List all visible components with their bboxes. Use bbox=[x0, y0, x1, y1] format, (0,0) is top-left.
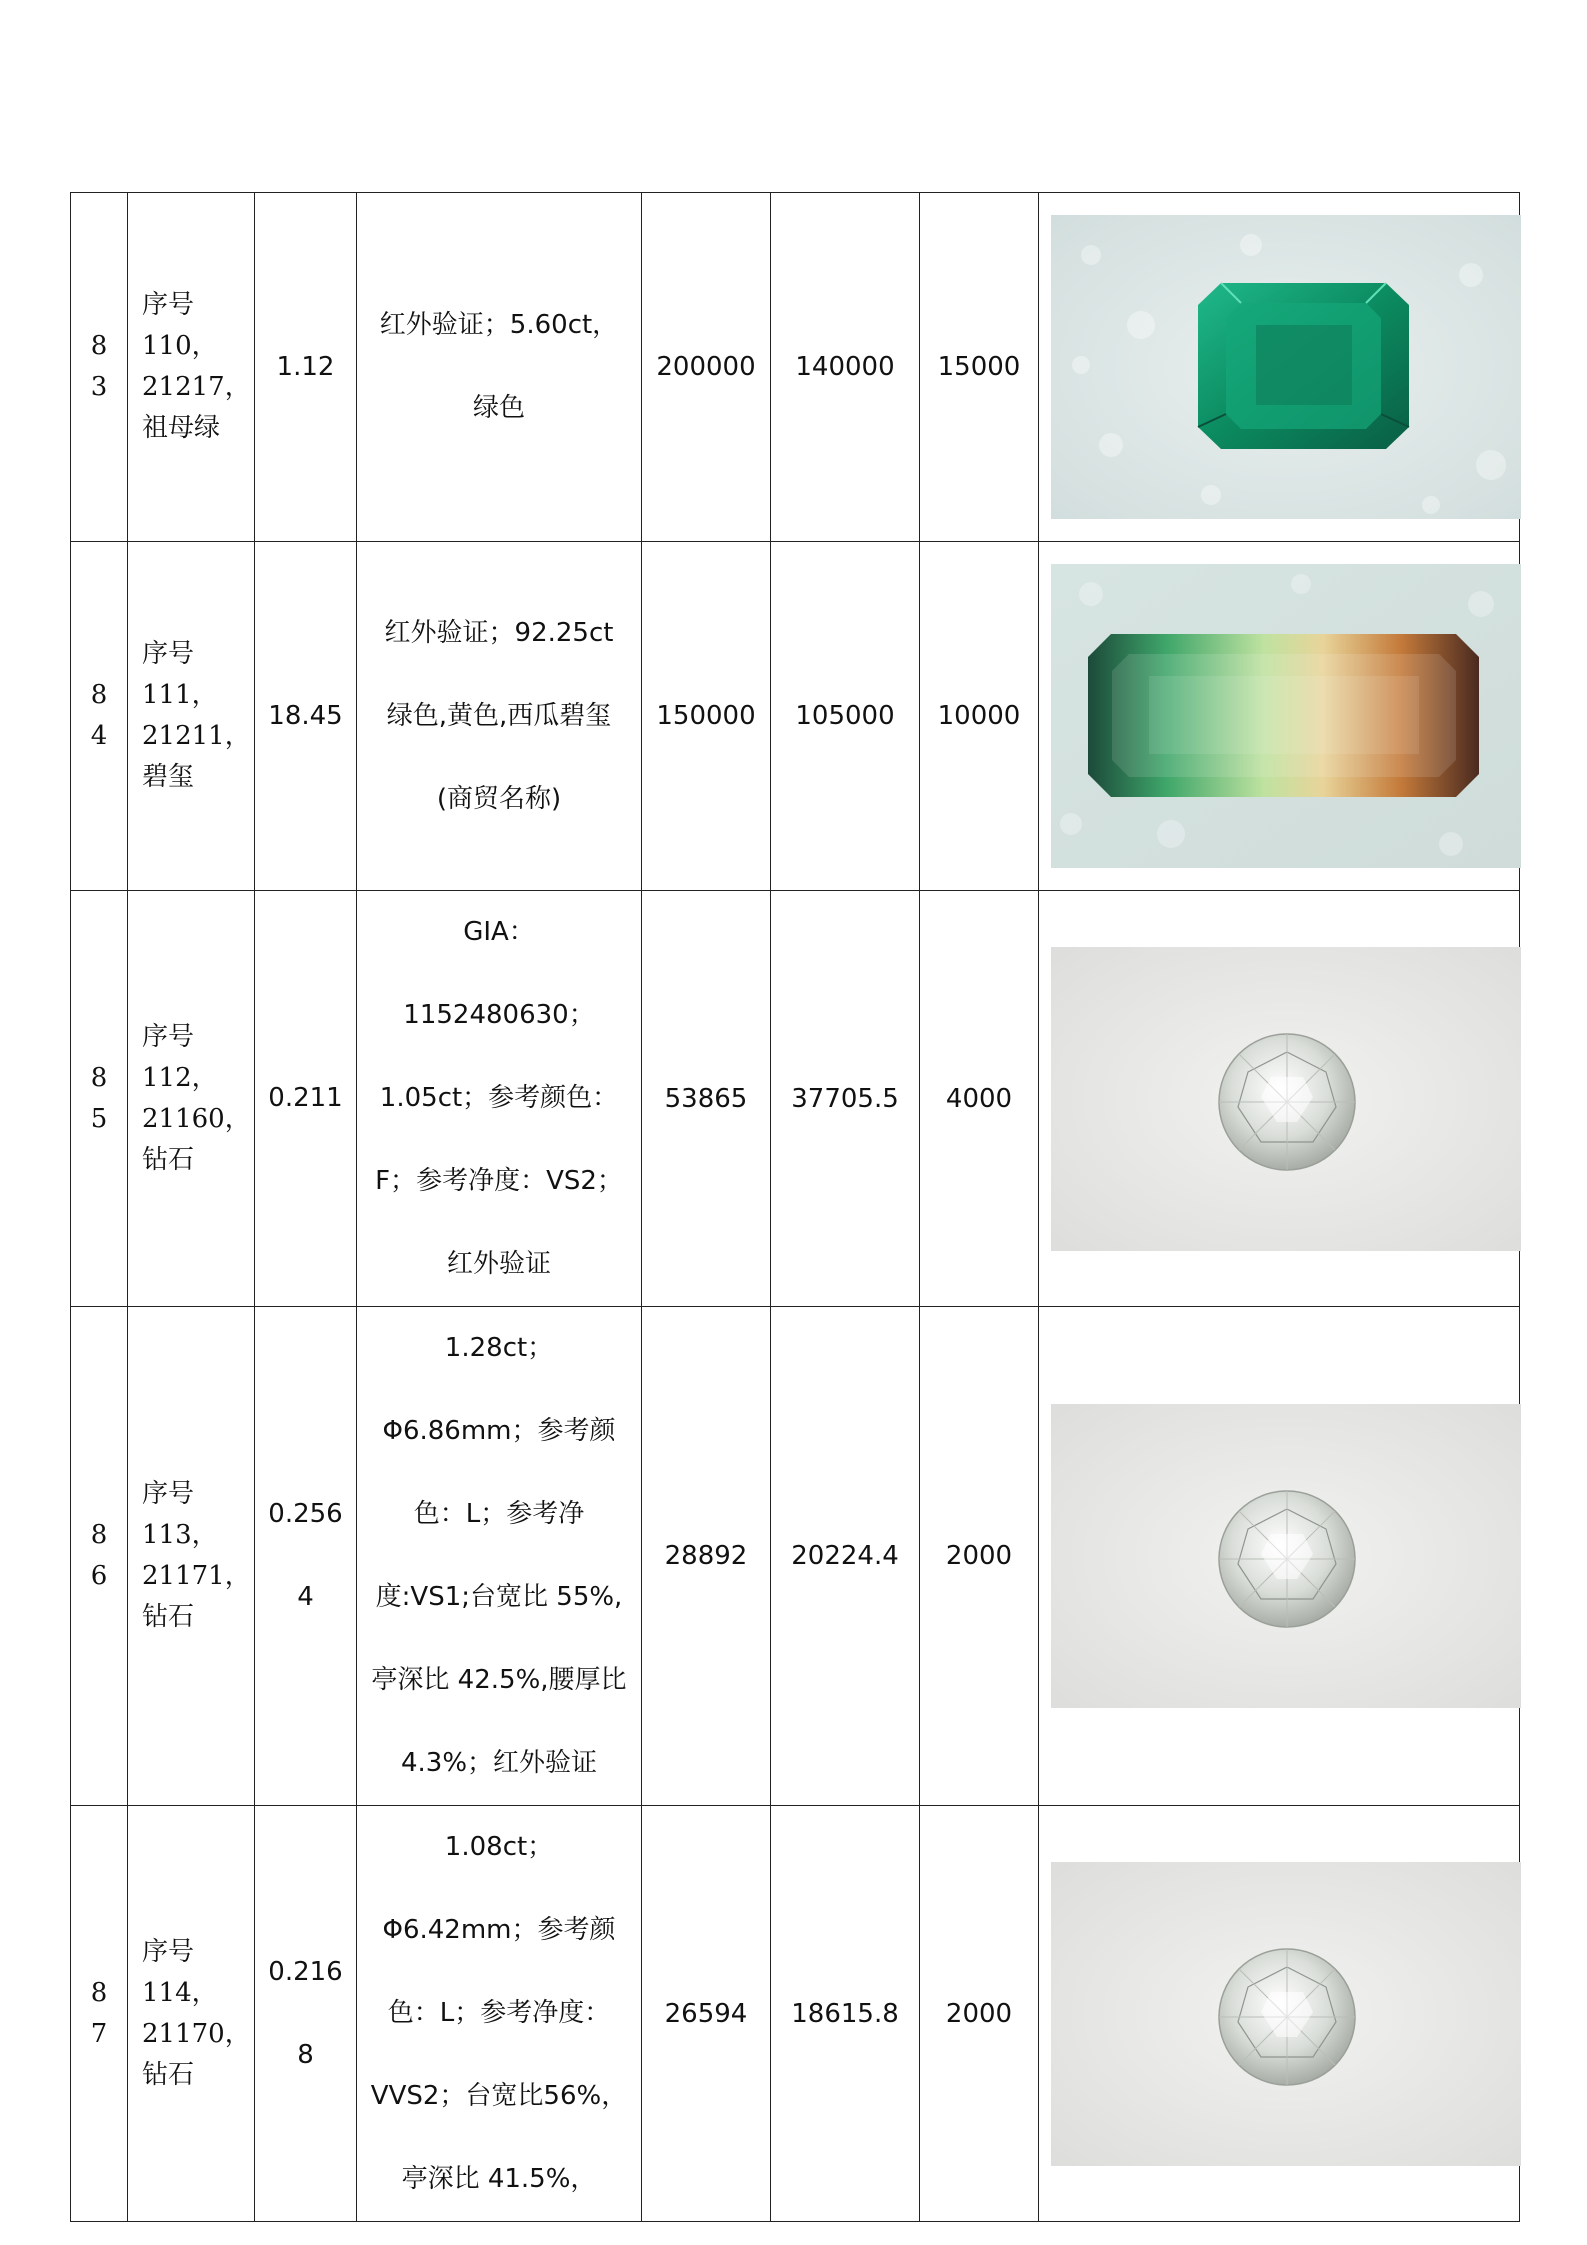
description-line: GIA：1152480630； bbox=[403, 917, 595, 1030]
description-line: 度:VS1;台宽比 55%, bbox=[375, 1582, 623, 1612]
description-line: 参考颜色：L；参考净 bbox=[387, 1915, 616, 2028]
price-c-value: 4000 bbox=[945, 1083, 1013, 1114]
price-b-cell bbox=[771, 542, 920, 891]
lot-name-cell bbox=[128, 542, 255, 891]
description-cell bbox=[357, 193, 642, 542]
table-row bbox=[71, 1307, 1520, 1806]
row-index-cell bbox=[71, 1307, 128, 1806]
weight-line: 8 bbox=[297, 2039, 314, 2070]
price-c-cell bbox=[920, 1806, 1039, 2222]
weight-line: 1.12 bbox=[276, 351, 335, 382]
photo-cell bbox=[1039, 542, 1520, 891]
lot-name-line: 钻石 bbox=[142, 1144, 195, 1175]
weight-cell bbox=[255, 1806, 357, 2222]
price-a-value: 53865 bbox=[664, 1083, 748, 1114]
row-index-cell bbox=[71, 891, 128, 1307]
weight-line: 4 bbox=[297, 1582, 314, 1612]
row-index-cell bbox=[71, 542, 128, 891]
row-index-cell bbox=[71, 193, 128, 542]
description-line: 红外验证；5.60ct，绿 bbox=[379, 310, 619, 423]
price-a-cell bbox=[642, 891, 771, 1307]
weight-cell bbox=[255, 542, 357, 891]
diamond-photo bbox=[1051, 1404, 1521, 1708]
row-index-line: 3 bbox=[90, 372, 108, 402]
lot-name-line: 21170， bbox=[142, 2018, 251, 2049]
price-b-cell bbox=[771, 891, 920, 1307]
diamond-photo bbox=[1051, 947, 1521, 1251]
price-b-value: 18615.8 bbox=[791, 1998, 899, 2029]
lot-name-cell bbox=[128, 891, 255, 1307]
lot-name-line: 114， bbox=[142, 1977, 218, 2008]
lot-name-line: 111， bbox=[142, 680, 218, 710]
lot-table bbox=[70, 192, 1520, 2222]
price-a-value: 26594 bbox=[664, 1998, 748, 2029]
lot-name-line: 112， bbox=[142, 1062, 218, 1093]
price-a-cell bbox=[642, 193, 771, 542]
emerald-photo bbox=[1051, 215, 1521, 519]
description-line: 1.08ct；Φ6.42mm； bbox=[382, 1832, 554, 1945]
weight-cell bbox=[255, 193, 357, 542]
description-line: 色,黄色,西瓜碧玺(商 bbox=[412, 700, 612, 814]
price-a-value: 150000 bbox=[656, 701, 756, 731]
lot-name-line: 113， bbox=[142, 1520, 218, 1550]
description-line: 56%，亭深比 41.5%， bbox=[401, 2081, 628, 2194]
row-index-line: 6 bbox=[90, 1561, 108, 1591]
lot-name-line: 序号 bbox=[142, 1936, 195, 1967]
row-index-line: 4 bbox=[90, 721, 108, 751]
price-b-cell bbox=[771, 1806, 920, 2222]
price-c-value: 2000 bbox=[945, 1541, 1013, 1571]
description-cell bbox=[357, 891, 642, 1307]
row-index-line: 8 bbox=[90, 1520, 108, 1550]
price-b-cell bbox=[771, 1307, 920, 1806]
table-row bbox=[71, 891, 1520, 1307]
price-c-cell bbox=[920, 1307, 1039, 1806]
price-a-cell bbox=[642, 1806, 771, 2222]
weight-line: 0.211 bbox=[268, 1083, 343, 1113]
photo-cell bbox=[1039, 1307, 1520, 1806]
description-line: 参考颜色：L；参考净 bbox=[413, 1416, 616, 1529]
lot-name-cell bbox=[128, 1307, 255, 1806]
weight-cell bbox=[255, 1307, 357, 1806]
row-index-line: 8 bbox=[90, 1062, 108, 1093]
price-a-value: 28892 bbox=[664, 1541, 748, 1571]
diamond-photo bbox=[1051, 1862, 1521, 2166]
row-index-line: 8 bbox=[90, 331, 108, 361]
price-c-value: 15000 bbox=[937, 352, 1021, 382]
price-b-value: 37705.5 bbox=[791, 1083, 899, 1114]
table-row bbox=[71, 193, 1520, 542]
price-a-cell bbox=[642, 542, 771, 891]
row-index-line: 5 bbox=[90, 1103, 108, 1134]
price-a-cell bbox=[642, 1307, 771, 1806]
lot-name-cell bbox=[128, 193, 255, 542]
price-b-value: 105000 bbox=[795, 701, 895, 731]
price-c-value: 10000 bbox=[937, 701, 1021, 731]
lot-name-line: 碧玺 bbox=[142, 762, 195, 792]
row-index-line: 8 bbox=[90, 1977, 108, 2008]
lot-name-line: 110， bbox=[142, 331, 218, 361]
description-cell bbox=[357, 1806, 642, 2222]
lot-name-line: 序号 bbox=[142, 1479, 195, 1509]
lot-name-line: 21217， bbox=[142, 372, 251, 402]
photo-cell bbox=[1039, 193, 1520, 542]
description-line: 4.3%；红外验证 bbox=[400, 1748, 598, 1778]
lot-name-line: 祖母绿 bbox=[142, 413, 221, 443]
tourmaline-photo bbox=[1051, 564, 1521, 868]
description-line: 红外验证；92.25ct 绿 bbox=[384, 617, 614, 731]
price-c-cell bbox=[920, 891, 1039, 1307]
lot-name-line: 21211， bbox=[142, 721, 251, 751]
lot-name-line: 钻石 bbox=[142, 2059, 195, 2090]
price-c-value: 2000 bbox=[945, 1998, 1013, 2029]
price-a-value: 200000 bbox=[656, 352, 756, 382]
price-c-cell bbox=[920, 542, 1039, 891]
lot-name-line: 21160， bbox=[142, 1103, 251, 1134]
description-line: 1.28ct；Φ6.86mm； bbox=[382, 1333, 554, 1446]
description-cell bbox=[357, 1307, 642, 1806]
row-index-line: 7 bbox=[90, 2018, 108, 2049]
description-line: 1.05ct；参考颜色：F； bbox=[375, 1083, 619, 1196]
weight-cell bbox=[255, 891, 357, 1307]
price-b-value: 20224.4 bbox=[791, 1541, 899, 1571]
lot-name-line: 序号 bbox=[142, 639, 195, 669]
price-c-cell bbox=[920, 193, 1039, 542]
lot-name-line: 序号 bbox=[142, 290, 195, 320]
lot-name-cell bbox=[128, 1806, 255, 2222]
lot-name-line: 21171， bbox=[142, 1561, 251, 1591]
description-line: 参考净度：VS2；红外 bbox=[416, 1166, 623, 1279]
price-b-value: 140000 bbox=[795, 352, 895, 382]
weight-line: 0.256 bbox=[268, 1499, 343, 1529]
description-line: 色 bbox=[499, 393, 526, 423]
lot-name-line: 钻石 bbox=[142, 1602, 195, 1632]
table-row bbox=[71, 1806, 1520, 2222]
row-index-cell bbox=[71, 1806, 128, 2222]
table-row bbox=[71, 542, 1520, 891]
description-line: 亭深比 42.5%,腰厚比 bbox=[371, 1665, 627, 1695]
weight-line: 0.216 bbox=[268, 1956, 343, 1987]
weight-line: 18.45 bbox=[268, 700, 343, 731]
row-index-line: 8 bbox=[90, 680, 108, 710]
lot-name-line: 序号 bbox=[142, 1021, 195, 1052]
description-cell bbox=[357, 542, 642, 891]
price-b-cell bbox=[771, 193, 920, 542]
description-line: 度：VVS2；台宽比 bbox=[370, 1998, 611, 2111]
description-line: 验证 bbox=[499, 1249, 552, 1279]
photo-cell bbox=[1039, 1806, 1520, 2222]
description-line: 贸名称) bbox=[473, 783, 562, 814]
photo-cell bbox=[1039, 891, 1520, 1307]
